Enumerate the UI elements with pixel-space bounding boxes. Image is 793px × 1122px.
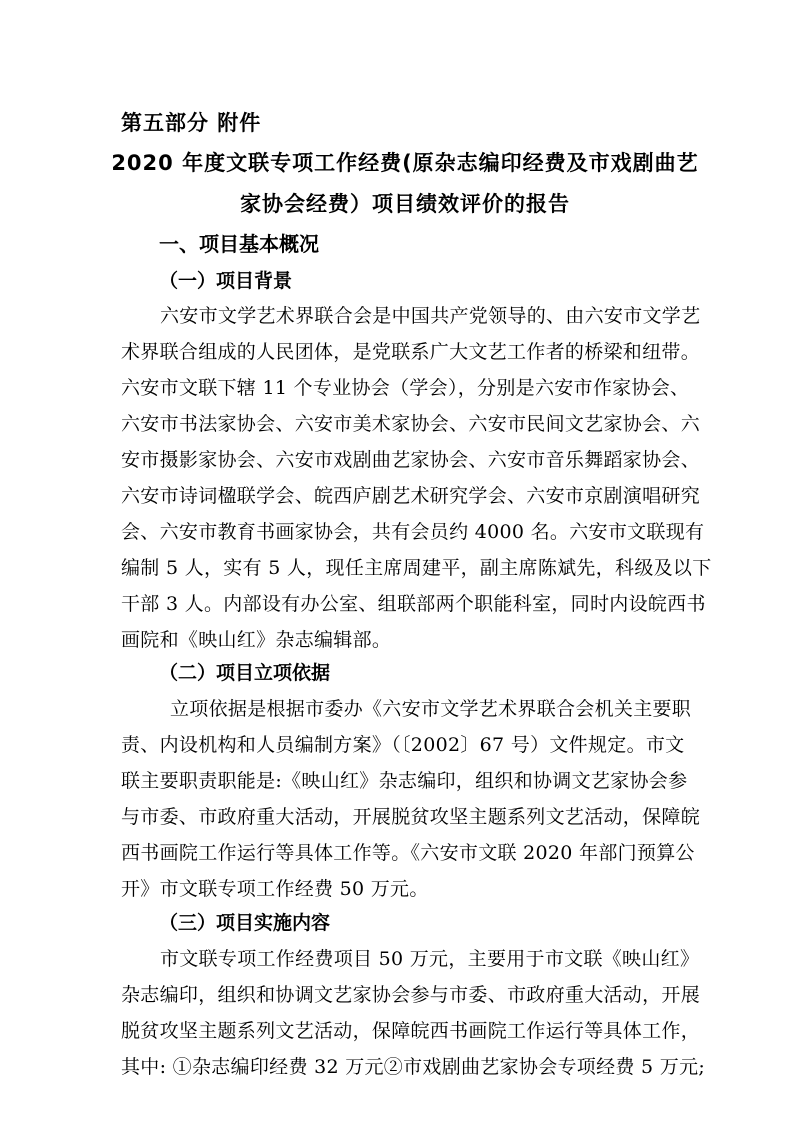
part-heading: 第五部分 附件 [121,111,262,135]
subsection-heading-background: （一）项目背景 [159,270,293,292]
section-heading-basic-overview: 一、项目基本概况 [159,232,319,256]
paragraph-line: 脱贫攻坚主题系列文艺活动，保障皖西书画院工作运行等具体工作， [121,1020,701,1042]
paragraph-line: 立项依据是根据市委办《六安市文学艺术界联合会机关主要职 [170,698,692,720]
paragraph-line: 其中: ①杂志编印经费 32 万元②市戏剧曲艺家协会专项经费 5 万元; [121,1056,706,1078]
paragraph-line: 市文联专项工作经费项目 50 万元，主要用于市文联《映山红》 [160,948,700,970]
paragraph-line: 干部 3 人。内部设有办公室、组联部两个职能科室，同时内设皖西书 [121,593,706,615]
paragraph-line: 杂志编印，组织和协调文艺家协会参与市委、市政府重大活动，开展 [121,984,701,1006]
paragraph-line: 六安市书法家协会、六安市美术家协会、六安市民间文艺家协会、六 [121,413,701,435]
paragraph-line: 责、内设机构和人员编制方案》（〔2002〕67 号）文件规定。市文 [121,734,685,756]
paragraph-line: 西书画院工作运行等具体工作等。《六安市文联 2020 年部门预算公 [121,842,695,864]
paragraph-line: 术界联合组成的人民团体，是党联系广大文艺工作者的桥梁和纽带。 [121,341,701,363]
paragraph-line: 开》市文联专项工作经费 50 万元。 [121,878,429,900]
subsection-heading-implementation: （三）项目实施内容 [159,912,331,934]
paragraph-line: 六安市文联下辖 11 个专业协会（学会），分别是六安市作家协会、 [121,377,690,399]
paragraph-line: 与市委、市政府重大活动，开展脱贫攻坚主题系列文艺活动，保障皖 [121,806,701,828]
paragraph-line: 会、六安市教育书画家协会，共有会员约 4000 名。六安市文联现有 [121,521,705,543]
paragraph-line: 六安市文学艺术界联合会是中国共产党领导的、由六安市文学艺 [160,305,701,327]
subsection-heading-basis: （二）项目立项依据 [159,662,331,684]
report-title-line-2: 家协会经费）项目绩效评价的报告 [240,192,570,216]
paragraph-line: 六安市诗词楹联学会、皖西庐剧艺术研究学会、六安市京剧演唱研究 [121,485,701,507]
paragraph-line: 安市摄影家协会、六安市戏剧曲艺家协会、六安市音乐舞蹈家协会、 [121,449,701,471]
paragraph-line: 联主要职责职能是:《映山红》杂志编印，组织和协调文艺家协会参 [121,770,688,792]
report-title-line-1: 2020 年度文联专项工作经费(原杂志编印经费及市戏剧曲艺 [111,151,699,175]
paragraph-line: 编制 5 人，实有 5 人，现任主席周建平，副主席陈斌先，科级及以下 [121,557,712,579]
paragraph-line: 画院和《映山红》杂志编辑部。 [121,629,392,651]
